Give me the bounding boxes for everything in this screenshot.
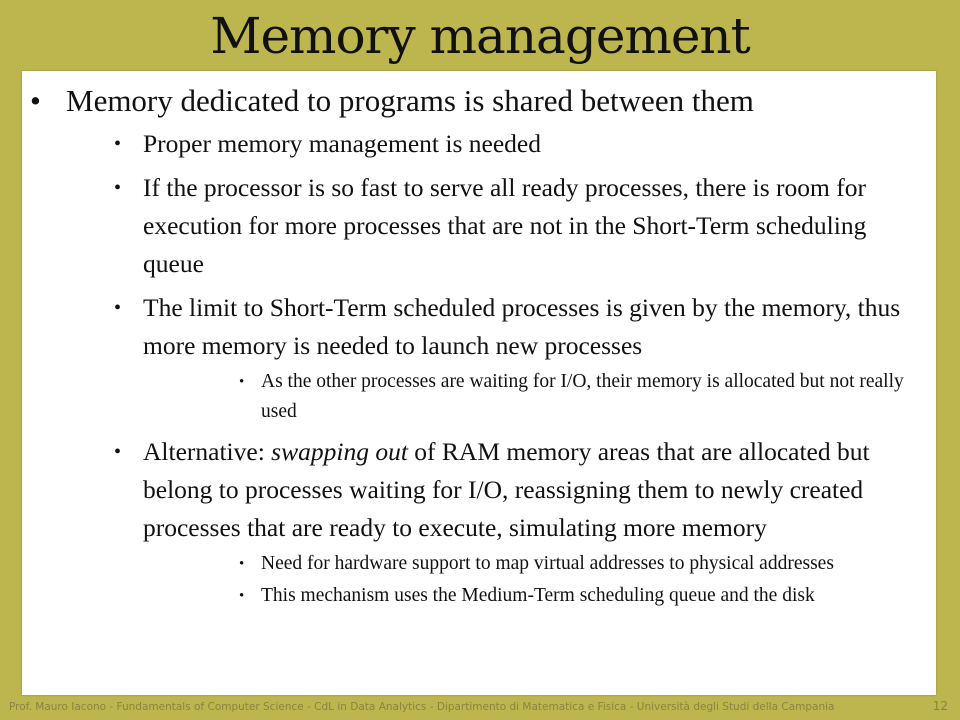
bullet-dot-icon: •: [239, 374, 245, 390]
footer-text: Prof. Mauro Iacono - Fundamentals of Computer Science - CdL in Data Analytics - Dipartimento di Matematica e Fisica - Università degli Studi della Campania: [9, 701, 835, 713]
bullet-item-level3: [143, 549, 930, 579]
sub-sub-bullet-list: [143, 367, 930, 427]
bullet-text: As the other processes are waiting for I/O, their memory is allocated but not really used: [261, 371, 904, 422]
bullet-item-level1: [30, 83, 930, 611]
content-panel: [22, 71, 936, 695]
bullet-text: The limit to Short-Term scheduled processes is given by the memory, thus more memory is needed to launch new processes: [143, 293, 901, 360]
bullet-text-before: Alternative:: [143, 437, 272, 466]
sub-sub-bullet-list: [143, 549, 930, 611]
bullet-item-level3: [143, 581, 930, 611]
page-number: 12: [932, 699, 948, 713]
bullet-text: Memory dedicated to programs is shared between them: [66, 83, 754, 118]
emphasis-text: swapping out: [271, 437, 408, 466]
bullet-dot-icon: •: [114, 177, 122, 199]
bullet-list: [30, 83, 930, 611]
bullet-dot-icon: •: [114, 297, 122, 319]
bullet-text: Need for hardware support to map virtual addresses to physical addresses: [261, 553, 834, 574]
bullet-dot-icon: •: [239, 556, 245, 572]
bullet-text-after: of RAM memory areas that are allocated but belong to processes waiting for I/O, reassigning them to newly created processes that are ready to execute, simulating more memory: [143, 437, 870, 542]
bullet-dot-icon: •: [239, 588, 245, 604]
bullet-text: Proper memory management is needed: [143, 129, 541, 158]
sub-bullet-list: [66, 125, 930, 611]
bullet-item-level2: [66, 169, 930, 283]
bullet-dot-icon: •: [114, 133, 122, 155]
bullet-item-level2: [66, 125, 930, 163]
slide-title: Memory management: [210, 7, 750, 65]
bullet-item-level2: [66, 433, 930, 611]
bullet-dot-icon: •: [30, 83, 41, 118]
bullet-text: If the processor is so fast to serve all ready processes, there is room for execution for more processes that are not in the Short-Term scheduling queue: [143, 173, 867, 278]
bullet-dot-icon: •: [114, 441, 122, 463]
bullet-text: This mechanism uses the Medium-Term scheduling queue and the disk: [261, 585, 815, 606]
bullet-item-level2: [66, 289, 930, 427]
bullet-item-level3: [143, 367, 930, 427]
